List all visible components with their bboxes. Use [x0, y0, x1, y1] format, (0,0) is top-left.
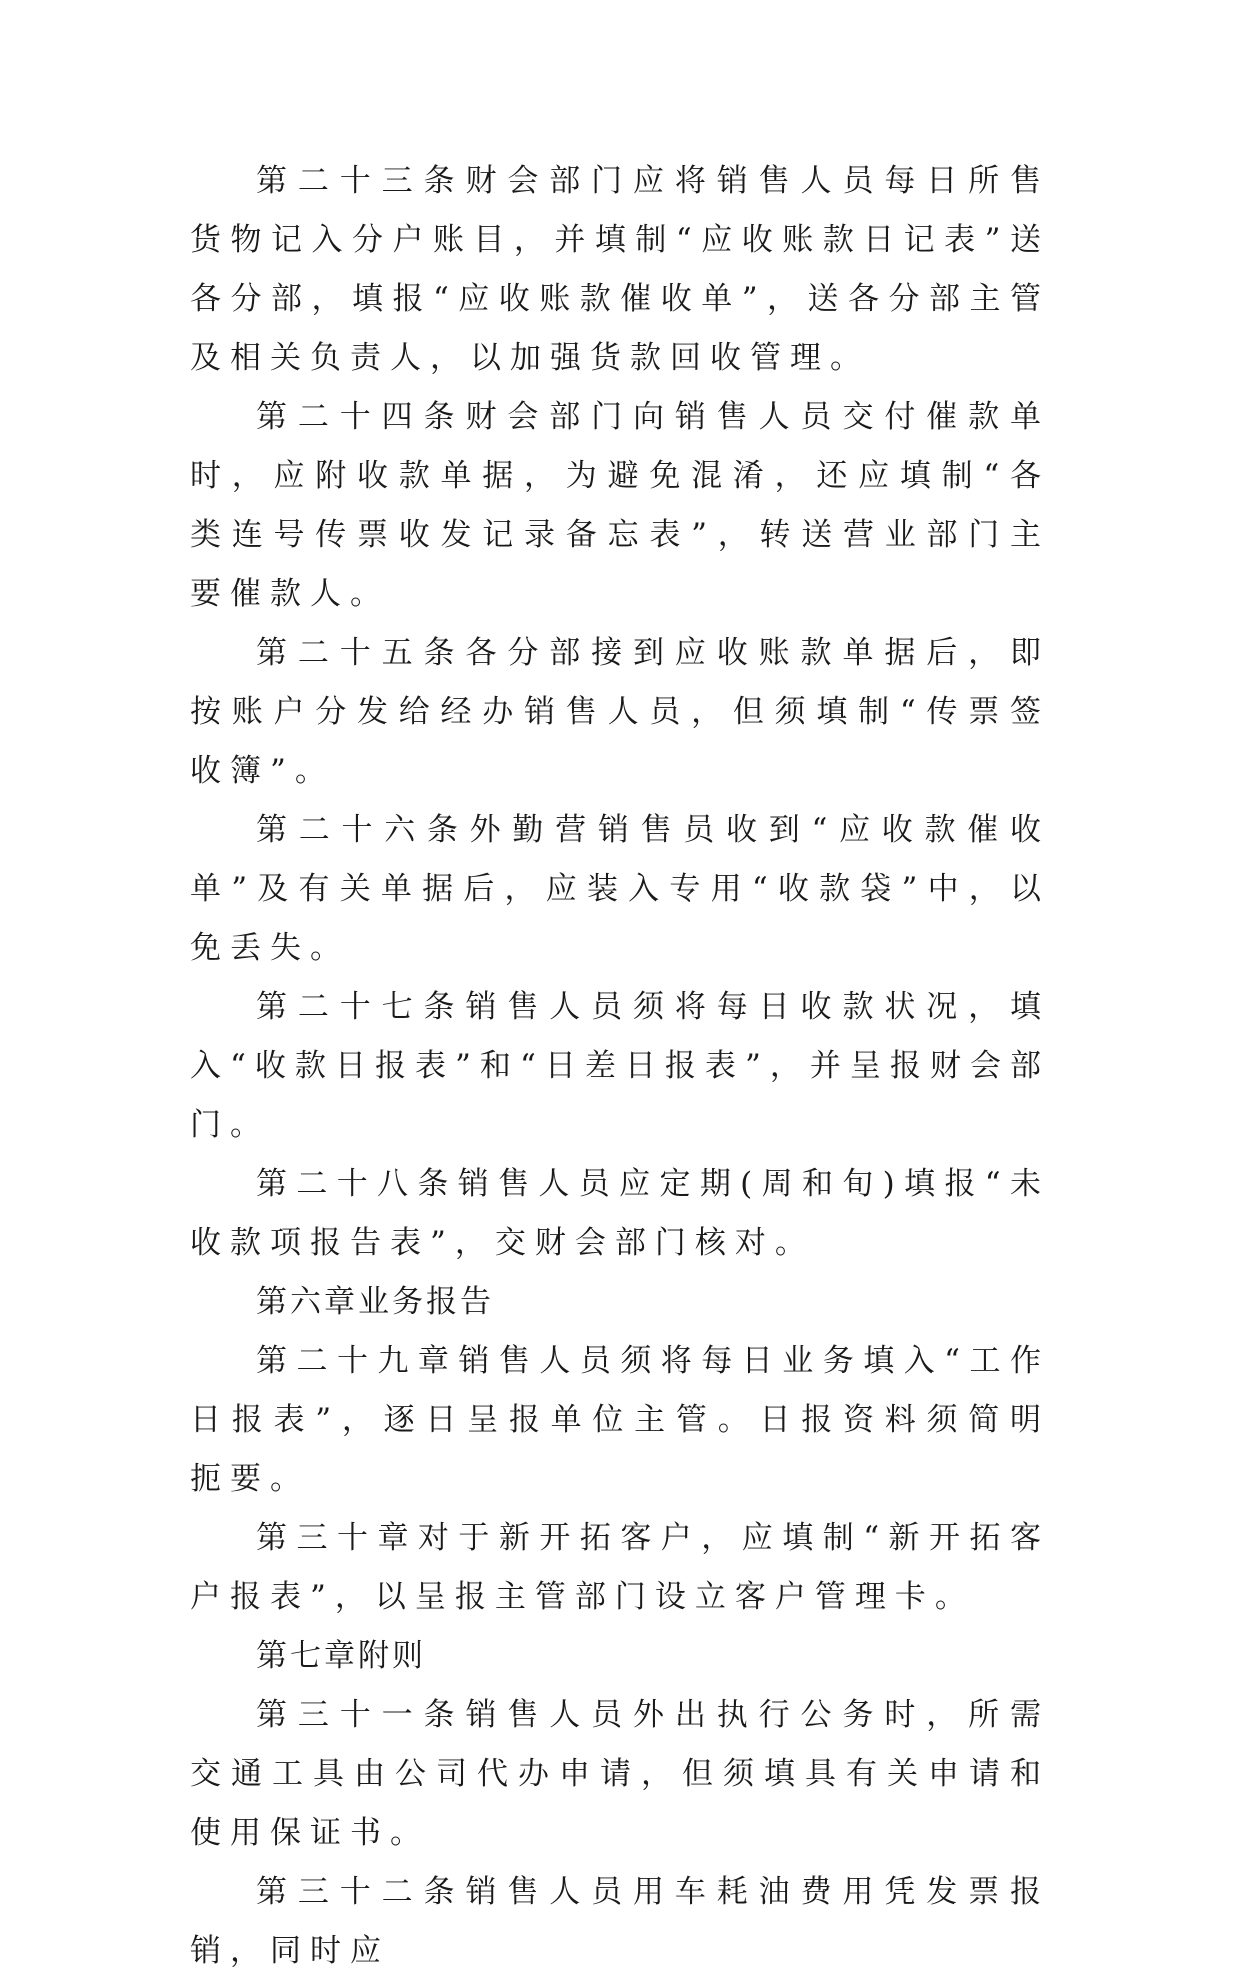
paragraph-article-27: 第二十七条销售人员须将每日收款状况，填入“收款日报表”和“日差日报表”，并呈报财会部门。: [190, 989, 1050, 1143]
chapter-7-heading: 第七章附则: [256, 1638, 426, 1674]
paragraph-article-29: 第二十九章销售人员须将每日业务填入“工作日报表”，逐日呈报单位主管。日报资料须简明扼要。: [190, 1343, 1050, 1497]
paragraph-article-26: 第二十六条外勤营销售员收到“应收款催收单”及有关单据后，应装入专用“收款袋”中，以免丢失。: [190, 812, 1050, 966]
chapter-6-heading: 第六章业务报告: [256, 1284, 494, 1320]
paragraph-article-23: 第二十三条财会部门应将销售人员每日所售货物记入分户账目，并填制“应收账款日记表”送各分部，填报“应收账款催收单”，送各分部主管及相关负责人，以加强货款回收管理。: [190, 163, 1050, 376]
document-body: [190, 152, 1050, 1981]
paragraph-article-30: 第三十章对于新开拓客户，应填制“新开拓客户报表”，以呈报主管部门设立客户管理卡。: [190, 1520, 1050, 1615]
paragraph-article-28: 第二十八条销售人员应定期(周和旬)填报“未收款项报告表”，交财会部门核对。: [190, 1166, 1050, 1261]
paragraph-article-31: 第三十一条销售人员外出执行公务时，所需交通工具由公司代办申请，但须填具有关申请和使用保证书。: [190, 1697, 1050, 1851]
paragraph-article-24: 第二十四条财会部门向销售人员交付催款单时，应附收款单据，为避免混淆，还应填制“各类连号传票收发记录备忘表”，转送营业部门主要催款人。: [190, 399, 1050, 612]
paragraph-article-25: 第二十五条各分部接到应收账款单据后，即按账户分发给经办销售人员，但须填制“传票签收簿”。: [190, 635, 1050, 789]
paragraph-article-32: 第三十二条销售人员用车耗油费用凭发票报销，同时应: [190, 1874, 1050, 1969]
